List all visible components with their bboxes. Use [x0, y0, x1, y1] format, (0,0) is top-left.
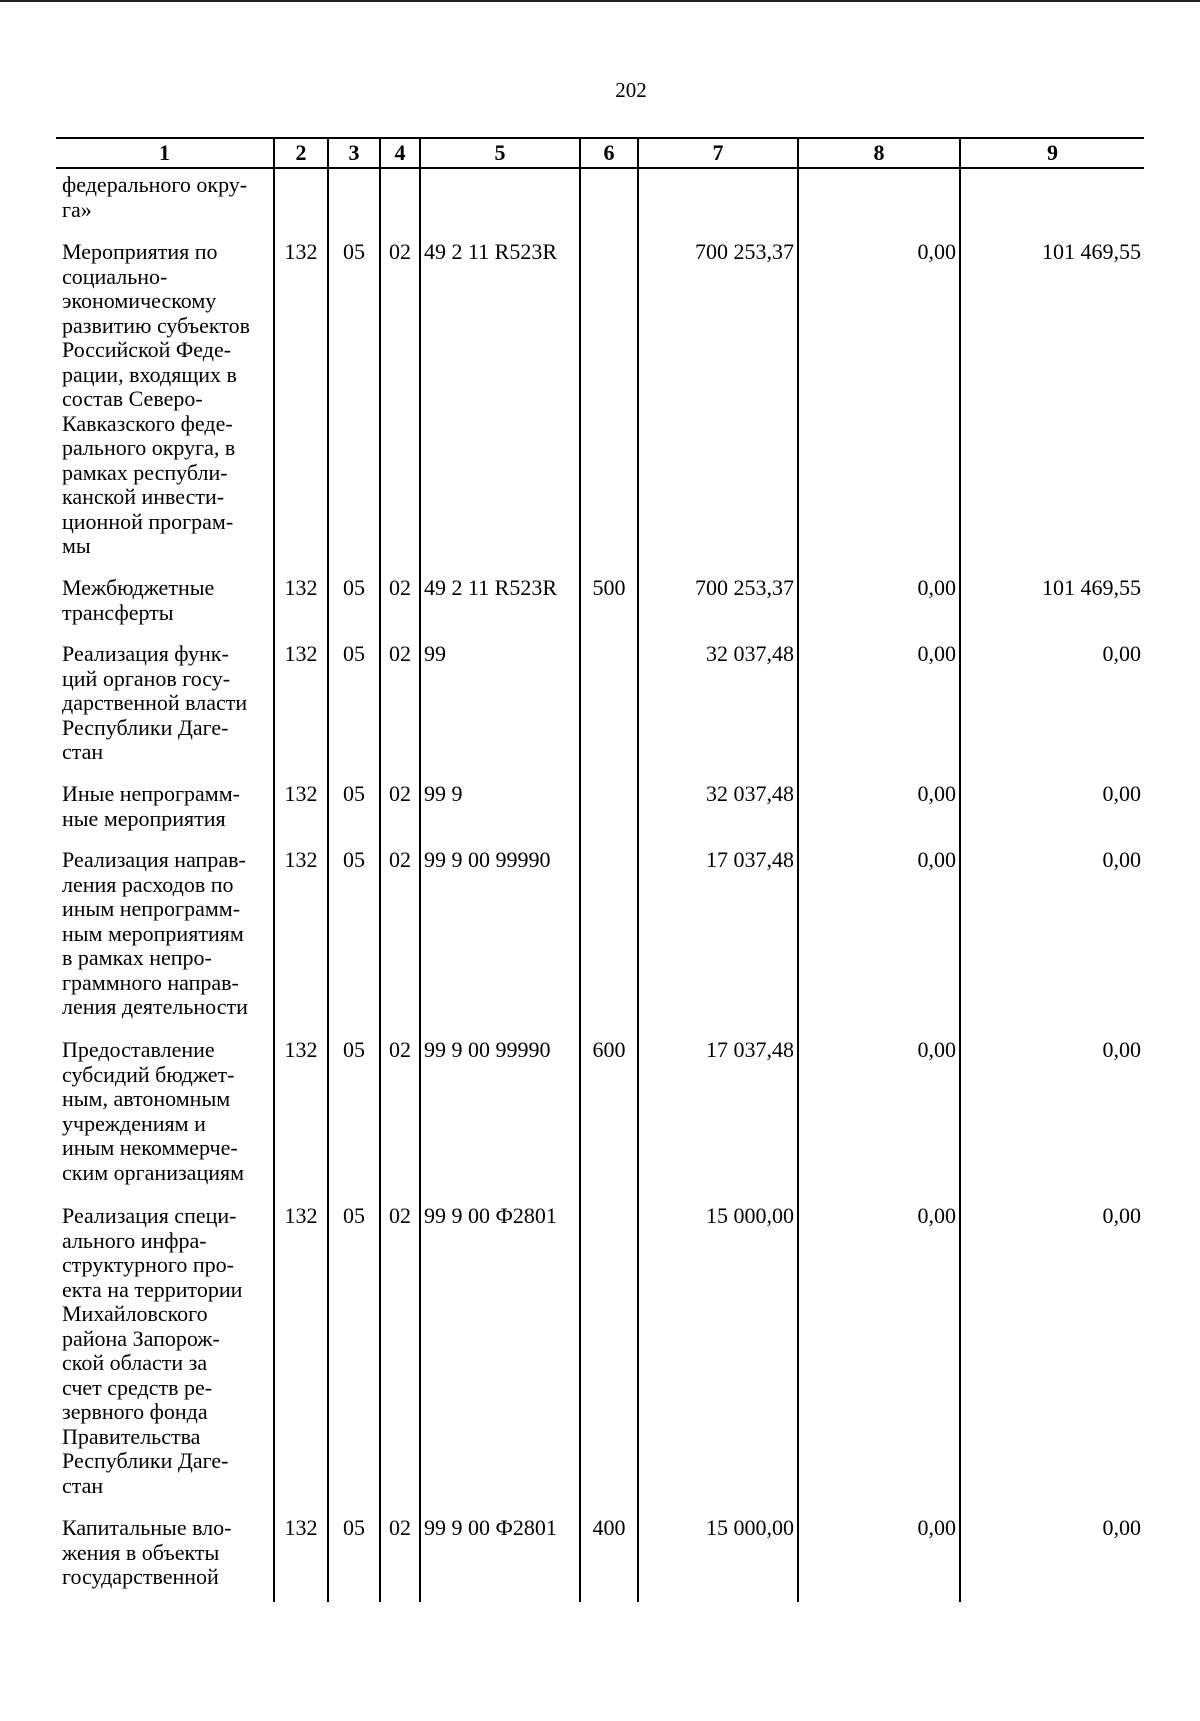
row-c8: 0,00 — [798, 236, 960, 572]
col-header-6: 6 — [580, 138, 638, 168]
row-c9: 0,00 — [960, 638, 1144, 778]
row-c4: 02 — [380, 638, 420, 778]
row-c4: 02 — [380, 1200, 420, 1512]
row-c5: 99 9 00 Ф2801 — [420, 1512, 580, 1602]
row-c9: 101 469,55 — [960, 572, 1144, 638]
row-c5: 49 2 11 R523R — [420, 236, 580, 572]
row-c3: 05 — [328, 778, 380, 844]
row-c2: 132 — [274, 638, 328, 778]
row-c6 — [580, 778, 638, 844]
row-c2: 132 — [274, 844, 328, 1034]
row-c7: 17 037,48 — [638, 1034, 798, 1200]
row-name: Предоставление субсидий бюджет- ным, автономным учреждениям и иным некоммерче- ским организациям — [62, 1037, 245, 1185]
row-c2 — [274, 168, 328, 236]
row-c5: 99 9 00 Ф2801 — [420, 1200, 580, 1512]
header-row — [56, 138, 1144, 168]
table-row — [56, 1200, 1144, 1512]
row-c9: 0,00 — [960, 844, 1144, 1034]
table-row — [56, 638, 1144, 778]
budget-table-container — [56, 137, 1144, 1602]
row-c3: 05 — [328, 236, 380, 572]
row-c6 — [580, 638, 638, 778]
col-header-2: 2 — [274, 138, 328, 168]
row-c9 — [960, 168, 1144, 236]
row-c3: 05 — [328, 638, 380, 778]
row-c9: 101 469,55 — [960, 236, 1144, 572]
row-c2: 132 — [274, 1512, 328, 1602]
table-row — [56, 168, 1144, 236]
row-c7: 700 253,37 — [638, 572, 798, 638]
row-c4: 02 — [380, 844, 420, 1034]
col-header-1: 1 — [56, 138, 274, 168]
row-c9: 0,00 — [960, 1034, 1144, 1200]
row-c5: 99 9 00 99990 — [420, 844, 580, 1034]
row-c2: 132 — [274, 572, 328, 638]
table-row — [56, 778, 1144, 844]
row-c4 — [380, 168, 420, 236]
row-c9: 0,00 — [960, 778, 1144, 844]
row-c4: 02 — [380, 572, 420, 638]
row-c6 — [580, 844, 638, 1034]
row-c5: 99 9 00 99990 — [420, 1034, 580, 1200]
row-c3: 05 — [328, 572, 380, 638]
row-c9: 0,00 — [960, 1512, 1144, 1602]
table-row — [56, 844, 1144, 1034]
row-c7: 700 253,37 — [638, 236, 798, 572]
top-border-line — [0, 0, 1200, 2]
row-c6 — [580, 168, 638, 236]
row-c6: 500 — [580, 572, 638, 638]
row-c8: 0,00 — [798, 572, 960, 638]
row-name: Капитальные вло- жения в объекты государственной — [62, 1515, 232, 1589]
row-name: Мероприятия по социально- экономическому развитию субъектов Российской Феде- рации, входящих в состав Северо- Кавказского феде- рального округа, в рамках республи- канской инвести- ционной програм- мы — [62, 239, 251, 558]
row-c8: 0,00 — [798, 1200, 960, 1512]
col-header-8: 8 — [798, 138, 960, 168]
row-c7 — [638, 168, 798, 236]
row-c8: 0,00 — [798, 778, 960, 844]
col-header-5: 5 — [420, 138, 580, 168]
row-name: федерального окру- га» — [62, 172, 248, 222]
row-c6: 600 — [580, 1034, 638, 1200]
row-name: Реализация направ- ления расходов по иным непрограмм- ным мероприятиям в рамках непро- граммного направ- ления деятельности — [62, 847, 248, 1019]
row-c3: 05 — [328, 1034, 380, 1200]
row-c8 — [798, 168, 960, 236]
row-c3: 05 — [328, 844, 380, 1034]
row-name: Реализация специ- ального инфра- структурного про- екта на территории Михайловского района Запорож- ской области за счет средств ре- зервного фонда Правительства Республики Даге- стан — [62, 1203, 243, 1498]
row-c6 — [580, 1200, 638, 1512]
row-c7: 15 000,00 — [638, 1512, 798, 1602]
row-c4: 02 — [380, 778, 420, 844]
row-name: Иные непрограмм- ные мероприятия — [62, 781, 240, 831]
row-c2: 132 — [274, 1034, 328, 1200]
row-c6 — [580, 236, 638, 572]
table-row — [56, 1512, 1144, 1602]
row-c8: 0,00 — [798, 844, 960, 1034]
row-c2: 132 — [274, 1200, 328, 1512]
row-name: Реализация функ- ций органов госу- дарственной власти Республики Даге- стан — [62, 641, 248, 764]
table-row — [56, 572, 1144, 638]
row-c7: 32 037,48 — [638, 778, 798, 844]
row-c5: 49 2 11 R523R — [420, 572, 580, 638]
row-name: Межбюджетные трансферты — [62, 575, 215, 625]
row-c7: 32 037,48 — [638, 638, 798, 778]
row-c4: 02 — [380, 236, 420, 572]
row-c6: 400 — [580, 1512, 638, 1602]
row-c5: 99 — [420, 638, 580, 778]
row-c7: 17 037,48 — [638, 844, 798, 1034]
row-c5 — [420, 168, 580, 236]
row-c8: 0,00 — [798, 638, 960, 778]
table-row — [56, 236, 1144, 572]
col-header-7: 7 — [638, 138, 798, 168]
row-c2: 132 — [274, 778, 328, 844]
row-c3: 05 — [328, 1512, 380, 1602]
col-header-4: 4 — [380, 138, 420, 168]
row-c3: 05 — [328, 1200, 380, 1512]
page-number: 202 — [615, 78, 647, 102]
row-c4: 02 — [380, 1034, 420, 1200]
row-c4: 02 — [380, 1512, 420, 1602]
row-c9: 0,00 — [960, 1200, 1144, 1512]
row-c8: 0,00 — [798, 1512, 960, 1602]
col-header-3: 3 — [328, 138, 380, 168]
budget-table — [56, 137, 1144, 1602]
row-c8: 0,00 — [798, 1034, 960, 1200]
row-c2: 132 — [274, 236, 328, 572]
col-header-9: 9 — [960, 138, 1144, 168]
table-row — [56, 1034, 1144, 1200]
row-c5: 99 9 — [420, 778, 580, 844]
row-c7: 15 000,00 — [638, 1200, 798, 1512]
row-c3 — [328, 168, 380, 236]
